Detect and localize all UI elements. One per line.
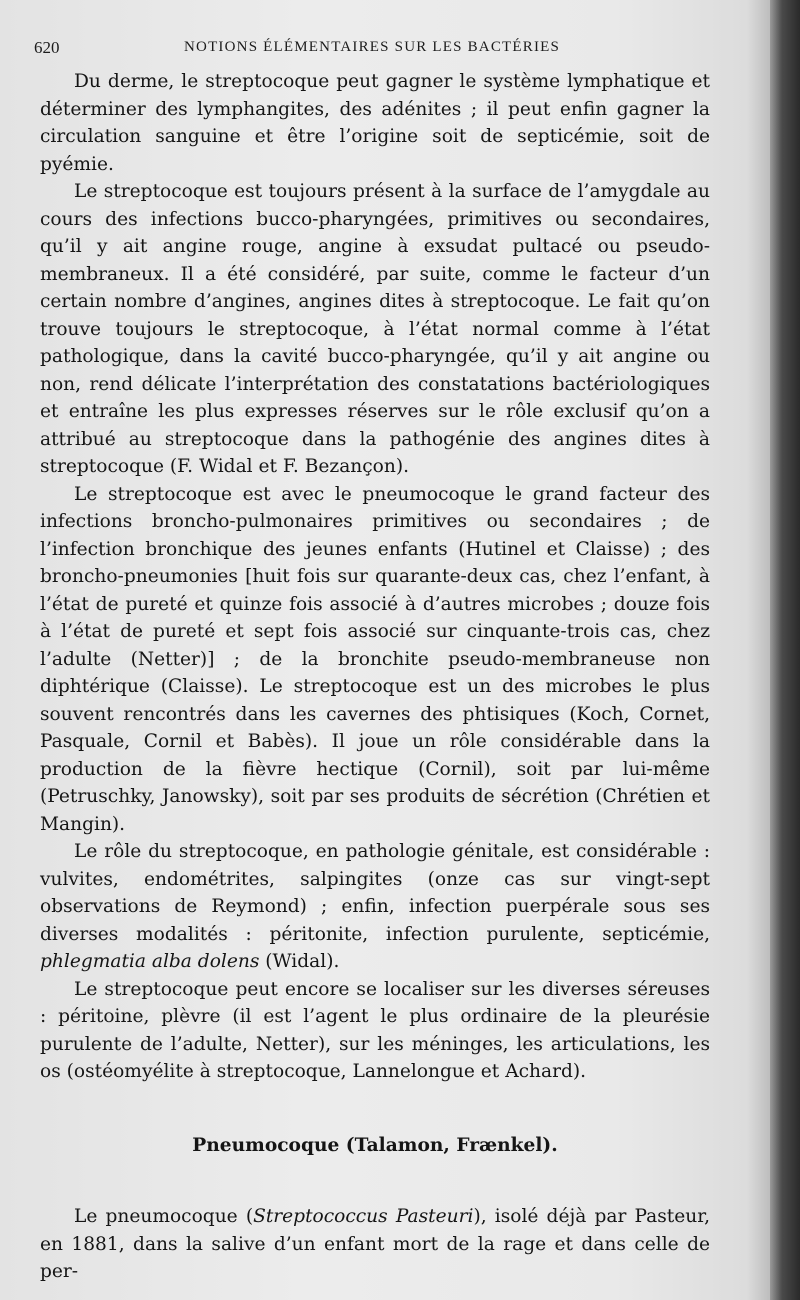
running-title: NOTIONS ÉLÉMENTAIRES SUR LES BACTÉRIES [184,39,561,55]
paragraph-text: Le pneumocoque ( [74,1206,254,1227]
paragraph-text: (Widal). [259,951,340,972]
paragraph-serous: Le streptocoque peut encore se localiser sur les diverses séreuses : péritoine, plèvre (il est l’agent le plus ordinaire de la pleurésie purulente de l’adulte, Netter), sur les méninges, les articulations, les os (ostéomyélite à streptocoque, Lannelongue et Achard). [40,978,710,1082]
paragraph-genital [40,838,710,976]
page-edge-shadow [770,0,800,1300]
paragraph-text: Le rôle du streptocoque, en pathologie génitale, est considérable : vulvites, endométrites, salpingites (onze cas sur vingt-sept observations de Reymond) ; enfin, infection puerpérale sous ses diverses modalités : péritonite, infection purulente, septicémie, [40,841,710,945]
paragraph-broncho-pulmonary: Le streptocoque est avec le pneumocoque le grand facteur des infections broncho-pulmonaires primitives ou secondaires ; de l’infection bronchique des jeunes enfants (Hutinel et Claisse) ; des broncho-pneumonies [huit fois sur quarante-deux cas, chez l’enfant, à l’état de pureté et quinze fois associé à d’autres microbes ; douze fois à l’état de pureté et sept fois associé sur cinquante-trois cas, chez l’adulte (Netter)] ; de la bronchite pseudo-membraneuse non diphtérique (Claisse). Le streptocoque est un des microbes le plus souvent rencontrés dans les cavernes des phtisiques (Koch, Cornet, Pasquale, Cornil et Babès). Il joue un rôle considérable dans la production de la fièvre hectique (Cornil), soit par lui-même (Petruschky, Janowsky), soit par ses produits de sécrétion (Chrétien et Mangin). [40,483,710,835]
page-header [34,38,734,62]
page-number: 620 [34,38,60,57]
body-text [40,68,710,1286]
paragraph-lymphatic: Du derme, le streptocoque peut gagner le système lymphatique et déterminer des lymphangites, des adénites ; il peut enfin gagner la circulation sanguine et être l’origine soit de septicémie, soit de pyémie. [40,71,710,175]
italic-term: phlegmatia alba dolens [40,951,260,972]
paragraph-angines: Le streptocoque est toujours présent à la surface de l’amygdale au cours des infections bucco-pharyngées, primitives ou secondaires, qu’il y ait angine rouge, angine à exsudat pultacé ou pseudo-membraneux. Il a été considéré, par suite, comme le facteur d’un certain nombre d’angines, angines dites à streptocoque. Le fait qu’on trouve toujours le streptocoque, à l’état normal comme à l’état pathologique, dans la cavité bucco-pharyngée, qu’il y ait angine ou non, rend délicate l’interprétation des constatations bactériologiques et entraîne les plus expresses réserves sur le rôle exclusif qu’on a attribué au streptocoque dans la pathogénie des angines dites à streptocoque (F. Widal et F. Bezançon). [40,181,710,477]
paragraph-pneumococcus [40,1203,710,1286]
paragraph-text: ), isolé déjà par Pasteur, en 1881, dans la salive d’un enfant mort de la rage et dans celle de per- [40,1206,710,1282]
italic-term: Streptococcus Pasteuri [253,1206,474,1227]
section-heading: Pneumocoque (Talamon, Frænkel). [192,1134,558,1156]
